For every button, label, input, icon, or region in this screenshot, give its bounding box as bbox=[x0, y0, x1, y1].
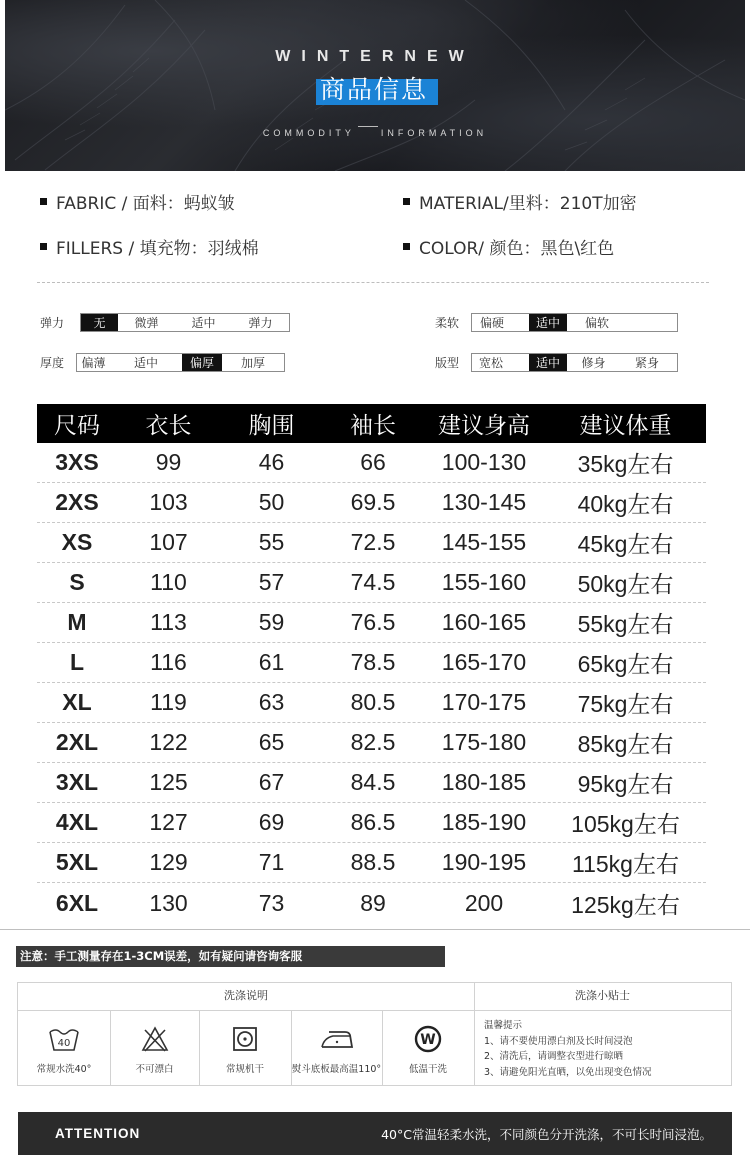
bullet-icon bbox=[403, 243, 410, 250]
table-cell: 67 bbox=[258, 769, 285, 795]
table-cell: 185-190 bbox=[441, 809, 527, 835]
table-cell: 125kg左右 bbox=[571, 891, 680, 918]
table-cell: 75kg左右 bbox=[577, 691, 674, 717]
table-row bbox=[37, 523, 706, 563]
banner-top-text: WINTERNEW bbox=[275, 48, 475, 65]
prop-softness-label: 柔软 bbox=[435, 316, 460, 330]
size-cell: 3XS bbox=[55, 449, 99, 475]
table-cell: 88.5 bbox=[350, 849, 396, 875]
wash-temp-number: 40 bbox=[57, 1038, 71, 1049]
wash-label: 常规机干 bbox=[225, 1064, 264, 1075]
prop-elasticity-label: 弹力 bbox=[40, 316, 65, 330]
table-cell: 160-165 bbox=[441, 609, 527, 635]
table-cell: 190-195 bbox=[441, 849, 527, 875]
prop-option: 微弹 bbox=[134, 316, 159, 330]
prop-softness bbox=[435, 313, 678, 332]
size-cell: XS bbox=[61, 529, 93, 555]
prop-option: 偏厚 bbox=[182, 354, 222, 371]
prop-thickness-scale bbox=[76, 353, 285, 372]
prop-option: 适中 bbox=[529, 354, 567, 371]
table-cell: 200 bbox=[464, 889, 504, 916]
info-color-text: COLOR/ 颜色：黑色\红色 bbox=[419, 239, 615, 259]
table-cell: 86.5 bbox=[350, 809, 396, 835]
table-cell: 130-145 bbox=[441, 489, 527, 515]
table-cell: 69 bbox=[258, 809, 285, 835]
subtitle-left: COMMODITY bbox=[262, 128, 355, 138]
washing-tips-title: 洗涤小贴士 bbox=[474, 983, 731, 1011]
attention-label: ATTENTION bbox=[55, 1126, 141, 1141]
header-banner bbox=[5, 0, 745, 171]
banner-title: 商品信息 bbox=[320, 75, 429, 104]
bullet-icon bbox=[403, 198, 410, 205]
bullet-icon bbox=[40, 243, 47, 250]
table-cell: 80.5 bbox=[350, 689, 396, 715]
table-cell: 89 bbox=[360, 889, 386, 916]
table-row bbox=[37, 683, 706, 723]
table-row bbox=[37, 763, 706, 803]
tumble-dry-icon bbox=[199, 1024, 291, 1054]
table-cell: 165-170 bbox=[441, 649, 527, 675]
table-cell: 84.5 bbox=[350, 769, 396, 795]
size-cell: 2XL bbox=[55, 729, 99, 755]
section-divider bbox=[0, 929, 750, 930]
prop-option: 弹力 bbox=[248, 316, 273, 330]
table-row bbox=[37, 843, 706, 883]
size-cell: 3XL bbox=[55, 769, 99, 795]
info-material bbox=[403, 189, 637, 214]
table-cell: 113 bbox=[150, 609, 187, 635]
prop-softness-scale bbox=[471, 313, 678, 332]
header-chest: 胸围 bbox=[248, 413, 295, 439]
table-cell: 73 bbox=[258, 889, 285, 916]
bullet-icon bbox=[40, 198, 47, 205]
header-size: 尺码 bbox=[54, 413, 100, 439]
table-cell: 107 bbox=[149, 529, 188, 555]
table-cell: 95kg左右 bbox=[577, 771, 674, 797]
table-cell: 122 bbox=[149, 729, 188, 755]
info-fabric bbox=[40, 189, 235, 214]
prop-option: 偏硬 bbox=[479, 316, 504, 330]
prop-elasticity-scale bbox=[80, 313, 290, 332]
prop-fit-label: 版型 bbox=[435, 356, 460, 370]
table-row bbox=[37, 723, 706, 763]
table-cell: 78.5 bbox=[350, 649, 396, 675]
prop-fit-scale bbox=[471, 353, 678, 372]
prop-fit bbox=[435, 353, 678, 372]
tip-item: 2、清洗后，请调整衣型进行晾晒 bbox=[484, 1051, 624, 1062]
prop-option: 无 bbox=[81, 314, 118, 331]
table-cell: 105kg左右 bbox=[571, 811, 680, 837]
panel-divider bbox=[474, 983, 475, 1085]
wash-label: 常规水洗40° bbox=[36, 1064, 92, 1075]
attention-bar bbox=[18, 1112, 732, 1155]
wash-label: 熨斗底板最高温110° bbox=[291, 1064, 382, 1075]
size-cell: 5XL bbox=[55, 849, 99, 875]
table-cell: 59 bbox=[258, 609, 285, 635]
size-cell: L bbox=[69, 649, 85, 675]
low-temp-wash-icon bbox=[382, 1024, 474, 1054]
table-row bbox=[37, 883, 706, 923]
size-cell: XL bbox=[62, 689, 92, 715]
table-cell: 55 bbox=[258, 529, 285, 555]
wash-40-icon bbox=[18, 1024, 110, 1054]
prop-elasticity bbox=[40, 313, 290, 332]
info-fabric-text: FABRIC / 面料：蚂蚁皱 bbox=[56, 194, 235, 214]
table-cell: 155-160 bbox=[441, 569, 527, 595]
washing-panel bbox=[17, 982, 732, 1086]
size-table-body bbox=[37, 443, 706, 923]
no-bleach-icon bbox=[110, 1024, 199, 1054]
table-cell: 65kg左右 bbox=[577, 651, 674, 677]
table-cell: 110 bbox=[150, 569, 187, 595]
size-table-header bbox=[37, 404, 706, 443]
size-cell: 4XL bbox=[55, 809, 99, 835]
table-cell: 61 bbox=[258, 649, 285, 675]
table-cell: 74.5 bbox=[350, 569, 396, 595]
banner-subtitle bbox=[5, 128, 745, 138]
table-cell: 130 bbox=[149, 889, 188, 916]
wash-cell-no-bleach bbox=[110, 1012, 199, 1085]
header-height: 建议身高 bbox=[438, 413, 530, 439]
table-row bbox=[37, 563, 706, 603]
table-cell: 45kg左右 bbox=[577, 531, 674, 557]
table-cell: 40kg左右 bbox=[577, 491, 674, 517]
banner-title-wrap bbox=[316, 73, 428, 107]
prop-option: 宽松 bbox=[478, 356, 503, 370]
info-color bbox=[403, 234, 614, 259]
wash-cell-iron bbox=[291, 1012, 382, 1085]
wash-label: 不可漂白 bbox=[135, 1064, 174, 1075]
table-cell: 145-155 bbox=[441, 529, 527, 555]
table-cell: 50kg左右 bbox=[577, 571, 674, 597]
prop-thickness bbox=[40, 353, 285, 372]
subtitle-right: INFORMATION bbox=[380, 128, 488, 138]
table-cell: 116 bbox=[150, 649, 187, 675]
table-cell: 129 bbox=[149, 849, 188, 875]
table-row bbox=[37, 803, 706, 843]
prop-option: 适中 bbox=[133, 356, 158, 370]
table-cell: 125 bbox=[149, 769, 188, 795]
table-cell: 127 bbox=[149, 809, 188, 835]
tip-item: 3、请避免阳光直晒，以免出现变色情况 bbox=[484, 1066, 652, 1078]
header-length: 衣长 bbox=[145, 413, 192, 439]
table-cell: 63 bbox=[258, 689, 285, 715]
size-table bbox=[37, 404, 706, 923]
table-cell: 115kg左右 bbox=[572, 851, 679, 877]
table-cell: 65 bbox=[258, 729, 285, 755]
table-cell: 50 bbox=[258, 489, 285, 515]
table-row bbox=[37, 603, 706, 643]
table-cell: 57 bbox=[258, 569, 285, 595]
table-cell: 82.5 bbox=[350, 729, 396, 755]
size-cell: S bbox=[69, 569, 85, 595]
wash-cell-40 bbox=[18, 1012, 110, 1085]
size-cell: M bbox=[67, 609, 87, 635]
table-cell: 103 bbox=[149, 489, 188, 515]
header-weight: 建议体重 bbox=[579, 413, 672, 439]
table-cell: 35kg左右 bbox=[577, 451, 674, 477]
washing-tips bbox=[484, 1018, 652, 1080]
table-cell: 180-185 bbox=[441, 769, 527, 795]
wash-cell-tumble bbox=[199, 1012, 291, 1085]
table-cell: 55kg左右 bbox=[577, 611, 674, 637]
table-cell: 100-130 bbox=[441, 449, 527, 475]
header-sleeve: 袖长 bbox=[350, 413, 396, 439]
tip-item: 1、请不要使用漂白剂及长时间浸泡 bbox=[484, 1035, 633, 1047]
attention-text: 40°C常温轻柔水洗，不同颜色分开洗涤，不可长时间浸泡。 bbox=[381, 1126, 712, 1142]
table-cell: 76.5 bbox=[350, 609, 396, 635]
prop-option: 偏软 bbox=[584, 316, 609, 330]
prop-thickness-label: 厚度 bbox=[40, 356, 65, 370]
info-material-text: MATERIAL/里料：210T加密 bbox=[419, 194, 637, 214]
table-cell: 119 bbox=[150, 689, 187, 715]
table-cell: 170-175 bbox=[441, 689, 527, 715]
prop-option: 紧身 bbox=[634, 356, 659, 370]
table-cell: 72.5 bbox=[350, 529, 396, 555]
measurement-note: 注意：手工测量存在1-3CM误差，如有疑问请咨询客服 bbox=[16, 946, 445, 967]
prop-option: 偏薄 bbox=[81, 356, 106, 370]
tips-title: 温馨提示 bbox=[484, 1020, 523, 1031]
prop-option: 适中 bbox=[529, 314, 567, 331]
iron-icon bbox=[291, 1024, 382, 1054]
wash-cell-low-temp bbox=[382, 1012, 474, 1085]
table-row bbox=[37, 483, 706, 523]
info-fillers bbox=[40, 234, 259, 259]
table-cell: 66 bbox=[360, 449, 386, 475]
table-cell: 85kg左右 bbox=[577, 731, 674, 757]
prop-option: 加厚 bbox=[240, 356, 265, 370]
prop-option: 适中 bbox=[191, 316, 216, 330]
wash-label: 低温干洗 bbox=[408, 1064, 447, 1075]
washing-instructions-title: 洗涤说明 bbox=[18, 983, 474, 1011]
size-cell: 2XS bbox=[55, 489, 99, 515]
dry-clean-letter: W bbox=[420, 1032, 436, 1048]
size-cell: 6XL bbox=[55, 889, 99, 916]
table-cell: 99 bbox=[155, 449, 182, 475]
prop-option: 修身 bbox=[581, 356, 606, 370]
divider bbox=[37, 282, 709, 283]
table-cell: 46 bbox=[258, 449, 285, 475]
table-row bbox=[37, 443, 706, 483]
table-row bbox=[37, 643, 706, 683]
info-fillers-text: FILLERS / 填充物：羽绒棉 bbox=[56, 239, 259, 259]
table-cell: 175-180 bbox=[441, 729, 527, 755]
table-cell: 69.5 bbox=[350, 489, 396, 515]
table-cell: 71 bbox=[258, 849, 285, 875]
